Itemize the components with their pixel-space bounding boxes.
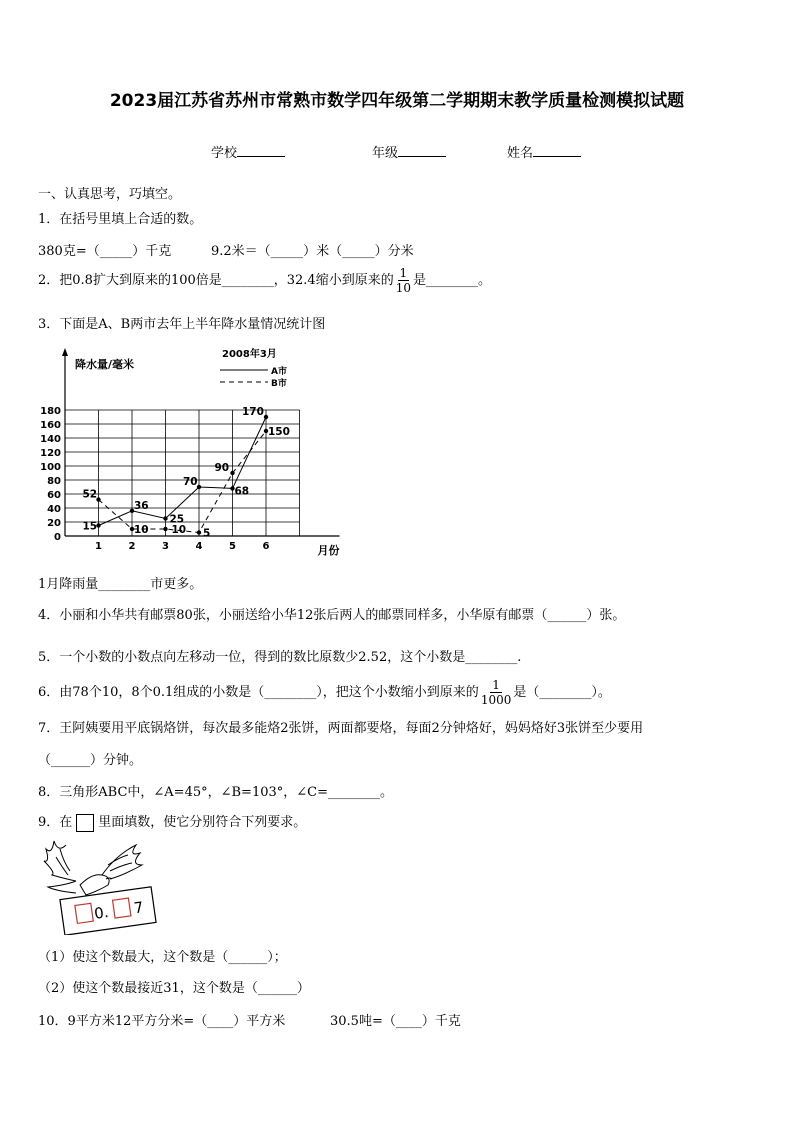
data-label: 5 — [203, 527, 211, 540]
name-field[interactable] — [507, 142, 581, 161]
q9-sub1: （1）使这个数最大，这个数是（______）； — [38, 950, 287, 965]
q1-stem: 1．在括号里填上合适的数。 — [38, 212, 203, 227]
q4: 4．小丽和小华共有邮票80张，小丽送给小华12张后两人的邮票同样多，小华原有邮票（______）张。 — [38, 608, 626, 623]
school-label: 学校 — [211, 146, 238, 161]
y-axis-arrow — [62, 348, 68, 356]
q7-line1: 7．王阿姨要用平底锅烙饼，每次最多能烙2张饼，两面都要烙，每面2分钟烙好，妈妈烙好3张饼至少要用 — [38, 721, 644, 736]
q2 — [38, 266, 491, 295]
q9-text-end: 里面填数，使它分别符合下列要求。 — [98, 815, 307, 830]
legend-title: 2008年3月 — [222, 349, 277, 360]
grade-field[interactable] — [372, 142, 446, 161]
series-line — [99, 417, 267, 526]
q3-stem: 3．下面是A、B两市去年上半年降水量情况统计图 — [38, 317, 326, 332]
data-label: 70 — [183, 476, 198, 488]
q7-line2: （______）分钟。 — [38, 753, 143, 768]
data-label: 36 — [134, 499, 149, 512]
x-tick-label: 5 — [229, 541, 236, 552]
data-label: 150 — [268, 426, 290, 438]
data-point — [163, 516, 167, 520]
fraction — [396, 266, 411, 295]
q9-sub2: （2）使这个数最接近31，这个数是（______） — [38, 981, 310, 996]
x-axis-label: 月份 — [317, 544, 340, 557]
data-label: 170 — [242, 406, 264, 418]
data-label: 68 — [234, 485, 250, 498]
y-tick-label: 80 — [47, 476, 61, 487]
data-label: 15 — [82, 520, 98, 533]
data-point — [197, 530, 201, 534]
x-tick-label: 4 — [195, 541, 203, 552]
y-tick-label: 180 — [40, 406, 61, 417]
legend-label: B市 — [271, 379, 287, 389]
y-tick-label: 120 — [40, 448, 61, 459]
school-field[interactable] — [211, 142, 285, 161]
y-axis-label: 降水量/毫米 — [75, 358, 135, 371]
x-tick-label: 2 — [128, 541, 136, 552]
q6-text-end: 是（________）。 — [513, 685, 611, 700]
card-decimal: 0. — [93, 903, 110, 923]
bird-icon — [36, 835, 166, 935]
x-tick-label: 1 — [95, 541, 102, 552]
denominator: 1000 — [480, 693, 512, 707]
y-tick-label: 20 — [47, 518, 61, 529]
rainfall-line-chart — [30, 340, 360, 560]
data-label: 10 — [134, 524, 149, 536]
q1-part-a: 380克=（_____）千克 — [38, 244, 172, 259]
numerator: 1 — [492, 678, 500, 692]
name-label: 姓名 — [507, 146, 534, 161]
data-point — [163, 527, 167, 531]
q9-stem — [38, 811, 306, 832]
fraction — [481, 678, 512, 707]
legend-label: A市 — [271, 367, 287, 377]
y-tick-label: 160 — [40, 420, 61, 431]
numerator: 1 — [399, 266, 408, 280]
grade-label: 年级 — [372, 146, 399, 161]
q10-part-a: 10．9平方米12平方分米=（____）平方米 — [38, 1014, 286, 1029]
q3-question: 1月降雨量________市更多。 — [38, 577, 203, 592]
q6 — [38, 678, 611, 707]
x-tick-label: 3 — [162, 541, 169, 552]
y-tick-label: 40 — [47, 504, 61, 515]
x-tick-label: 6 — [262, 541, 270, 552]
q2-text: 2．把0.8扩大到原来的100倍是________，32.4缩小到原来的 — [38, 273, 394, 288]
q5: 5．一个小数的小数点向左移动一位，得到的数比原数少2.52，这个小数是________. — [38, 650, 522, 665]
q9-text: 9．在 — [38, 815, 73, 830]
page-title: 2023届江苏省苏州市常熟市数学四年级第二学期期末教学质量检测模拟试题 — [109, 91, 685, 111]
y-tick-label: 100 — [40, 462, 61, 473]
y-tick-label: 60 — [47, 490, 61, 501]
y-tick-label: 140 — [40, 434, 61, 445]
data-point — [230, 471, 234, 475]
data-label: 52 — [82, 488, 98, 501]
denominator: 10 — [395, 281, 411, 295]
y-tick-label: 0 — [54, 532, 61, 543]
q2-text-end: 是________。 — [413, 273, 492, 288]
q1-part-b: 9.2米＝（_____）米（_____）分米 — [211, 244, 414, 259]
q10-part-b: 30.5吨=（____）千克 — [330, 1014, 461, 1029]
data-label: 25 — [169, 513, 185, 526]
q6-text: 6．由78个10，8个0.1组成的小数是（________），把这个小数缩小到原来的 — [38, 685, 479, 700]
data-point — [264, 415, 268, 419]
empty-box-icon — [76, 814, 94, 832]
data-label: 10 — [171, 524, 187, 536]
q8: 8．三角形ABC中，∠A=45°，∠B=103°，∠C=________。 — [38, 785, 393, 800]
section-heading: 一、认真思考，巧填空。 — [38, 187, 182, 202]
card-digit: 7 — [132, 898, 145, 918]
data-label: 90 — [214, 462, 230, 474]
